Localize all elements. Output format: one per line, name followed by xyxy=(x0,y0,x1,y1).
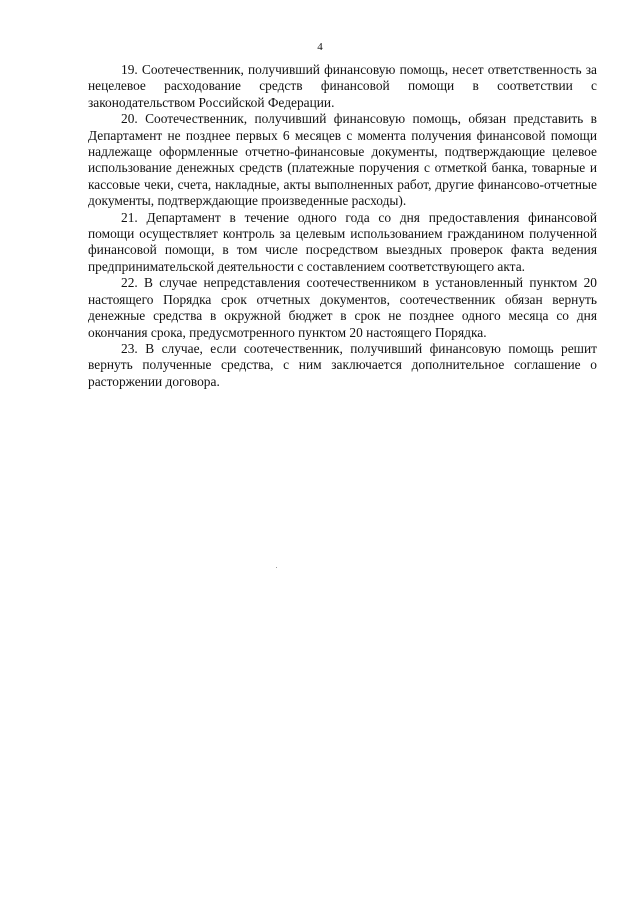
paragraph-20: 20. Соотечественник, получивший финансовую помощь, обязан представить в Департамент не позднее первых 6 месяцев с момента получения финансовой помощи надлежаще оформленные отчетно-финансовые документы, подтверждающие целевое использование денежных средств (платежные поручения с отметкой банка, товарные и кассовые чеки, счета, накладные, акты выполненных работ, другие финансово-отчетные документы, подтверждающие произведенные расходы). xyxy=(88,111,597,209)
scan-speck xyxy=(276,567,277,568)
paragraph-22: 22. В случае непредставления соотечественником в установленный пунктом 20 настоящего Порядка срок отчетных документов, соотечественник обязан вернуть денежные средства в окружной бюджет в срок не позднее одного месяца со дня окончания срока, предусмотренного пунктом 20 настоящего Порядка. xyxy=(88,275,597,340)
document-body xyxy=(88,62,597,390)
paragraph-21: 21. Департамент в течение одного года со дня предоставления финансовой помощи осуществляет контроль за целевым использованием гражданином полученной финансовой помощи, в том числе посредством выездных проверок факта ведения предпринимательской деятельности с составлением соответствующего акта. xyxy=(88,209,597,274)
page-number: 4 xyxy=(317,41,323,53)
paragraph-19: 19. Соотечественник, получивший финансовую помощь, несет ответственность за нецелевое расходование средств финансовой помощи в соответствии с законодательством Российской Федерации. xyxy=(88,62,597,110)
paragraph-23: 23. В случае, если соотечественник, получивший финансовую помощь решит вернуть полученные средства, с ним заключается дополнительное соглашение о расторжении договора. xyxy=(88,340,597,389)
